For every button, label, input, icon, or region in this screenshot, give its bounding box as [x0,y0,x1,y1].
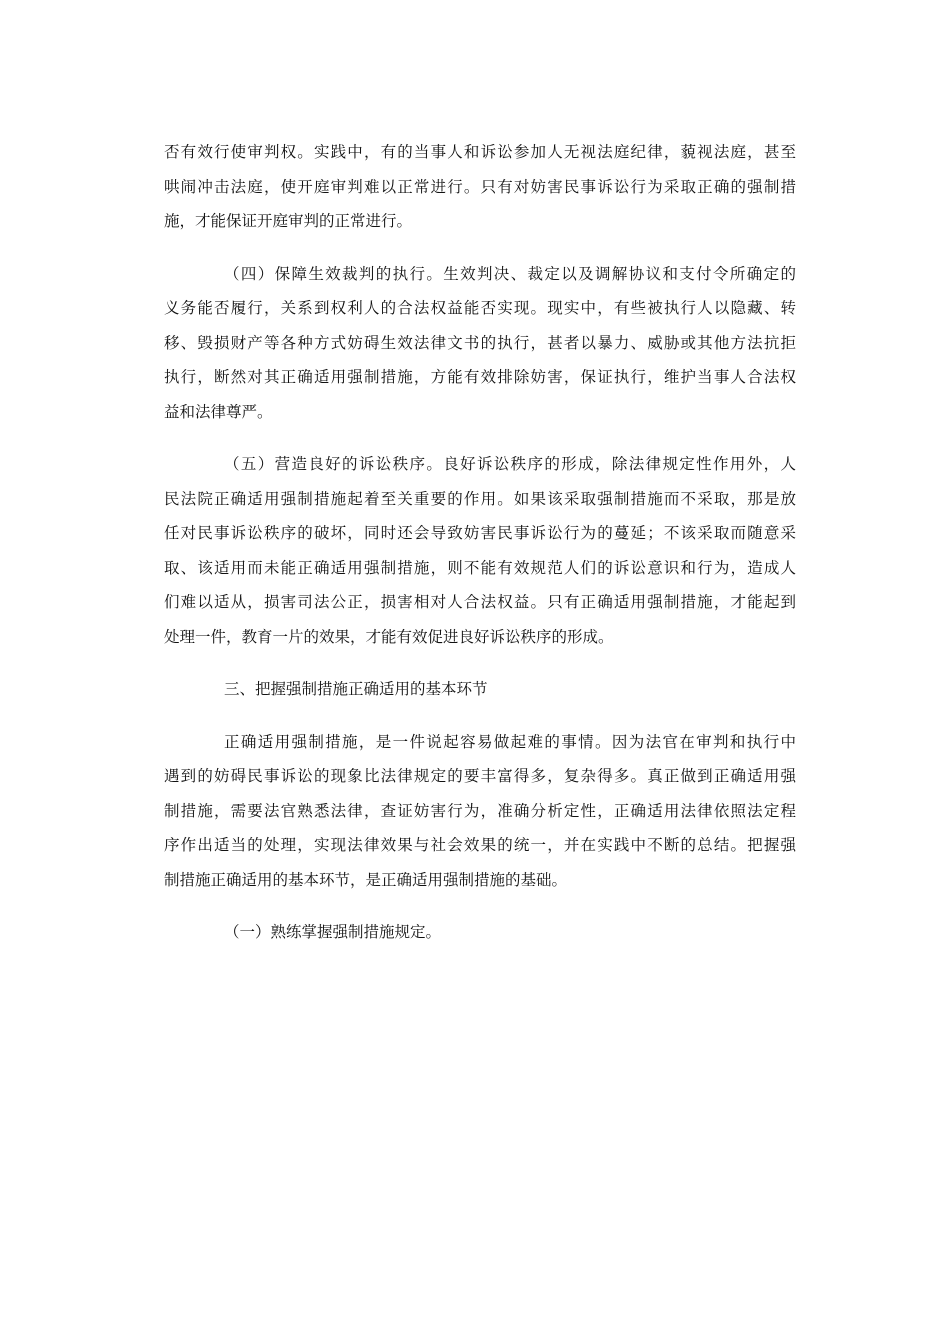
text-line: 序作出适当的处理，实现法律效果与社会效果的统一，并在实践中不断的总结。把握强 [164,836,796,854]
text-line: 移、毁损财产等各种方式妨碍生效法律文书的执行，甚者以暴力、威胁或其他方法抗拒 [164,333,796,352]
text-line: 正确适用强制措施，是一件说起容易做起难的事情。因为法官在审判和执行中 [224,732,796,751]
text-line: 义务能否履行，关系到权利人的合法权益能否实现。现实中，有些被执行人以隐藏、转 [164,299,796,317]
text-line: （五）营造良好的诉讼秩序。良好诉讼秩序的形成，除法律规定性作用外，人 [224,455,796,473]
text-line: 制措施正确适用的基本环节，是正确适用强制措施的基础。 [164,870,568,889]
text-line: 哄闹冲击法庭，使开庭审判难以正常进行。只有对妨害民事诉讼行为采取正确的强制措 [164,177,796,196]
text-line: 们难以适从，损害司法公正，损害相对人合法权益。只有正确适用强制措施，才能起到 [164,593,796,611]
text-line: 遇到的妨碍民事诉讼的现象比法律规定的要丰富得多，复杂得多。真正做到正确适用强 [164,767,796,785]
text-line: 益和法律尊严。 [164,402,273,421]
text-line: 任对民事诉讼秩序的破坏，同时还会导致妨害民事诉讼行为的蔓延；不该采取而随意采 [164,524,796,542]
paragraph-basic-steps [164,725,796,898]
text-line: （四）保障生效裁判的执行。生效判决、裁定以及调解协议和支付令所确定的 [224,264,796,283]
text-line: 施，才能保证开庭审判的正常进行。 [164,212,413,230]
paragraph-judgment-execution [164,257,796,430]
subheading-master-rules [164,915,796,950]
text-line: 民法院正确适用强制措施起着至关重要的作用。如果该采取强制措施而不采取，那是放 [164,489,796,508]
section-heading: 三、把握强制措施正确适用的基本环节 [224,680,488,698]
paragraph-litigation-order [164,447,796,654]
text-line: 制措施，需要法官熟悉法律，查证妨害行为，准确分析定性，正确适用法律依照法定程 [164,801,796,820]
section-heading-three [164,672,796,707]
document-body [164,135,796,968]
text-line: 执行，断然对其正确适用强制措施，方能有效排除妨害，保证执行，维护当事人合法权 [164,368,796,386]
text-line: 处理一件，教育一片的效果，才能有效促进良好诉讼秩序的形成。 [164,627,614,646]
text-line: 取、该适用而未能正确适用强制措施，则不能有效规范人们的诉讼意识和行为，造成人 [164,558,796,577]
text-line: 否有效行使审判权。实践中，有的当事人和诉讼参加人无视法庭纪律，藐视法庭，甚至 [164,143,796,161]
paragraph-courtroom-order [164,135,796,239]
subheading: （一）熟练掌握强制措施规定。 [224,923,442,941]
